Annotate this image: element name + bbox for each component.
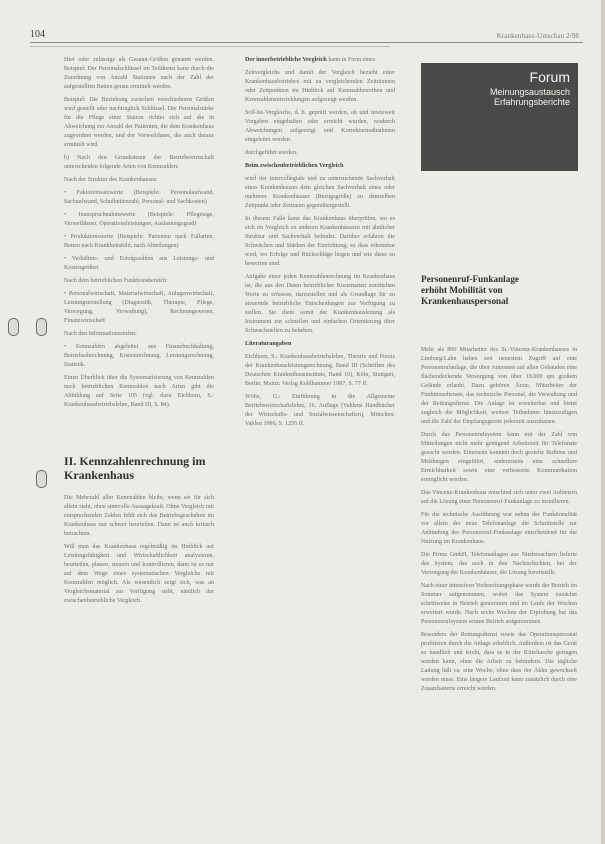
paragraph: Hier oder zulässige als Gesamt-Größen genannt werden. Beispiel: Der Personalschlüssel im Teildienst kann durch die Zuordnung von Anzahl Stationen nach der Zahl der aufgestellten Betten genau ermittelt werden. [64, 57, 214, 90]
paragraph: durchgeführt werden. [245, 150, 298, 156]
paragraph: Durch das Personenrufsystem kann mit der Zahl von Mitteilungen nicht mehr genügend Arbeitszeit für Telefonate gesucht werden. Einerseits konnten doch gezielte Ruftöne und Meldungen eingeführt, andererseits eine schnellere Erreichbarkeit sowie eine verbesserte Kommunikation ermöglicht werden. [421, 432, 577, 483]
article-heading-line: erhöht Mobilität von [421, 285, 503, 295]
paragraph: • Produktionswerte (Beispiele: Patienten nach Fallarten, Betten nach Krankheitsbild, nach Abteilungen) [64, 234, 214, 249]
punch-hole-icon [36, 318, 47, 336]
punch-hole-icon [36, 470, 47, 488]
paragraph: Nach einer intensiven Vorbereitungsphase wurde der Betrieb im Sommer aufgenommen, wobei das System zunächst schrittweise in Betrieb genommen und im Laufe der Wochen erweitert wurde. Nach sechs Wochen der Erprobung hat das Personenrufsystem seinen Betrieb aufgenommen. [421, 583, 577, 625]
column-left [64, 56, 214, 610]
forum-subtitle-line: Meinungsaustausch [489, 87, 570, 97]
paragraph: • Verhältnis- und Erfolgszahlen aus Leistungs- und Kostengrößen [64, 256, 214, 271]
bold-lead: Beim zwischenbetrieblichen Vergleich [245, 163, 344, 169]
article-heading [421, 274, 571, 307]
section-title [64, 454, 214, 482]
paragraph: Für die technische Ausführung war neben der Funktionalität vor allem der neue Telefonanlage die Schnittstelle zur Anbindung der Personenruf-Funkanlage entscheidend für die Nutzung im Krankenhaus. [421, 512, 577, 545]
paragraph: Besonders der Rettungsdienst sowie das Operationspersonal profitieren durch die Anlage erheblich. Außerdem ist das Gerät so handlich und leicht, dass es in der Kitteltasche getragen werden kann, ohne die Arbeit zu behindern. Die tägliche Ladung hält ca. eine Woche, ohne dass der Akku gewechselt werden muss. Eine längere Laufzeit kann zusätzlich durch eine Zusatzbatterie erreicht werden. [421, 632, 577, 692]
punch-hole-icon [8, 318, 19, 336]
article-heading-line: Personenruf-Funkanlage [421, 274, 520, 284]
paragraph [245, 56, 395, 65]
references-title: Literaturangaben [245, 341, 292, 347]
paragraph: Nach der Struktur des Krankenhauses: [64, 177, 158, 183]
journal-title: Krankenhaus-Umschau 2/98 [496, 32, 579, 40]
lead-rest: kann in Form eines [328, 57, 376, 63]
reference-item: Wöhe, G.: Einführung in die Allgemeine Betriebswirtschaftslehre, 16. Auflage (Vahlens Handbücher der Wirtschafts- und Sozialwissenschaften), München: Vahlen 1986, S. 1255 ff. [245, 394, 395, 427]
paragraph: • Kennzahlen abgeleitet aus Finanzbuchhaltung, Betriebsabrechnung, Kostenrechnung, Leistungsrechnung, Statistik. [64, 344, 214, 368]
paragraph: • Personalwirtschaft, Materialwirtschaft, Anlagenwirtschaft, Leistungserstellung (Diagnostik, Therapie, Pflege, Versorgung, Verwaltung), Rechnungswesen, Finanzwirtschaft [64, 291, 214, 324]
article-heading-line: Krankenhauspersonal [421, 296, 509, 306]
forum-box [421, 63, 578, 171]
paragraph: • Faktoreinsatzwerte (Beispiele: Personalaufwand, Sachaufwand, Schulbettenzahl, Personal- und Sachkosten) [64, 190, 214, 205]
paragraph: wird der intercollegiale und zu untersuchende Sachverhalt eines Krankenhauses dem gleichen Sachverhalt eines oder mehrerer Krankenhäuser (Bezugsgröße) zu demselben Zeitpunkt oder Zeitraum gegenübergestellt. [245, 176, 395, 209]
forum-title: Forum [529, 69, 570, 85]
paragraph: Will man das Krankenhaus regelmäßig im Hinblick auf Leistungsfähigkeit und Wirtschaftlichkeit analysieren, beurteilen, planen, steuern und kontrollieren, dann ist es nur auf dem Wege eines systematischen Vergleichs mit Kennzahlen möglich. Als wesentlich zeigt sich, was an Vergleichsmaterial zur Verfügung steht, nämlich der zwischenbetriebliche Vergleich. [64, 544, 214, 604]
paragraph: Die Mehrzahl aller Kennzahlen bleibt, wenn sie für sich allein steht, ohne sinnvolle Aussagekraft. Ohne Vergleich mit entsprechenden Zahlen fehlt sich das Betriebsgeschehen im Krankenhaus nur schwer beurteilen. Dann ist auch kritisch betrachten. [64, 495, 214, 537]
paragraph: Die Firma GmbH, Telefonanlagen aus Niedersachsen lieferte das System, das auch in den Nachtschichten, bei der Versorgung der Krankenhäuser, die Lösung bereitstellt. [421, 552, 577, 576]
paragraph: Soll-Ist-Vergleichs, d. h. geprüft werden, ob und inwieweit Vorgaben eingehalten oder erreicht wurden, wodurch Abweichungen aufgezeigt und Korrekturmaßnahmen eingeleitet werden. [245, 110, 395, 143]
section-title-line: Krankenhaus [64, 468, 135, 482]
paragraph: Nach den Informationsstufen: [64, 331, 137, 337]
paragraph: Beispiel: Die Beziehung zwischen verschiedenen Größen wird gestellt oder nachträglich Schlüssel. Die Personalstärke für die Pflege einer Station richtet sich auf die in Abweichung zur Anzahl der Patienten, die dem Krankenhaus zugeordnet werden, und der Verweildauer, die auch daraus ermittelt wird. [64, 97, 214, 148]
paragraph: Aufgabe einer jeden Kennzahlenrechnung im Krankenhaus ist, die aus den Daten betrieblicher Kostenarten ermittelten Werte zu erfassen, darzustellen und als Grundlage für zu steuernde betriebliche Entscheidungen zur Verfügung zu stellen. Sie dient somit der Krankenhausleitung als Instrument zur schnellen und einfachen Orientierung über Schwachstellen zu beheben. [245, 274, 395, 334]
forum-subtitle-line: Erfahrungsberichte [493, 97, 570, 107]
paragraph: b) Nach den Grundsätzen der Betriebswirtschaft unterscheiden folgende Arten von Kennzahlen: [64, 155, 214, 170]
paragraph: In diesem Falle kann das Krankenhaus überprüfen, wo es sich im Vergleich zu anderen Krankenhäusern mit ähnlicher Struktur und Sachverhalt befindet. Darüber erfahren die Schwächen und Stärken der Einrichtung, so dass erkennbar wird, wo Erfolge und Rückschläge liegen und wie diese zu bewerten sind. [245, 216, 395, 267]
column-middle [245, 56, 395, 433]
paragraph: Nach dem betrieblichen Funktionsbereich: [64, 278, 168, 284]
paragraph: Zeitvergleichs und damit der Vergleich bezieht einer Krankenhausbetriebes mit zu vergleichenden Zeiträumen oder Zeitpunkten im Hinblick auf Kennzahlenreihen und Kennzahlenentwicklungen aufgezeigt werden. [245, 70, 395, 103]
paragraph: • Inanspruchnahmewerte (Beispiele: Pflegetage, Verweildauer, Operationsleistungen, Auslastungsgrad) [64, 212, 214, 227]
page-edge-shadow [601, 0, 605, 844]
section-title-line: II. Kennzahlenrechnung im [64, 454, 206, 468]
paragraph: Einen Überblick über die Systematisierung von Kennzahlen nach betrieblichen Kennzahlen nach Arten gibt die Abbildung auf Seite 105 (vgl. dazu Eichhorn, S.: Krankenhausbetriebslehre, Band III, S. 84). [64, 375, 214, 408]
reference-item: Eichhorn, S.: Krankenhausbetriebslehre, Theorie und Praxis der Krankenhausleistungsrechnung, Band III (Schriften des Deutschen Krankenhausinstituts, Band 10), Köln, Stuttgart, Berlin, Mainz: Verlag Kohlhammer 1987, S. 77 ff. [245, 354, 395, 387]
column-right [421, 346, 577, 698]
paragraph [245, 162, 395, 171]
bold-lead: Der innerbetriebliche Vergleich [245, 57, 327, 63]
header-rule [30, 42, 583, 43]
header-rule-secondary [30, 46, 390, 47]
page-number: 104 [30, 29, 45, 40]
paragraph: Das Vincenz-Krankenhaus entschied sich unter zwei Anbietern auf die Lösung einer Personenruf-Funkanlage zu installieren. [421, 490, 577, 505]
paragraph: Mehr als 800 Mitarbeiter des St.-Vincenz-Krankenhauses in Limburg/Lahn haben seit neuestem Zugriff auf eine Personenrufanlage, die über Antennen auf allen Gebäuden eine flächendeckende Versorgung von über 18.000 qm großem Gelände erlaubt. Dazu gehören Ärzte, Mitarbeiter der Funktionsdienste, das technische Personal, die Verwaltung und der Rettungsdienst. Die Anlage ist erweiterbar und bietet zugleich die Möglichkeit, weitere Teilnehmer hinzuzufügen und die Zahl der Empfangsgeräte jederzeit auszubauen. [421, 347, 577, 425]
forum-subtitle [490, 87, 570, 107]
